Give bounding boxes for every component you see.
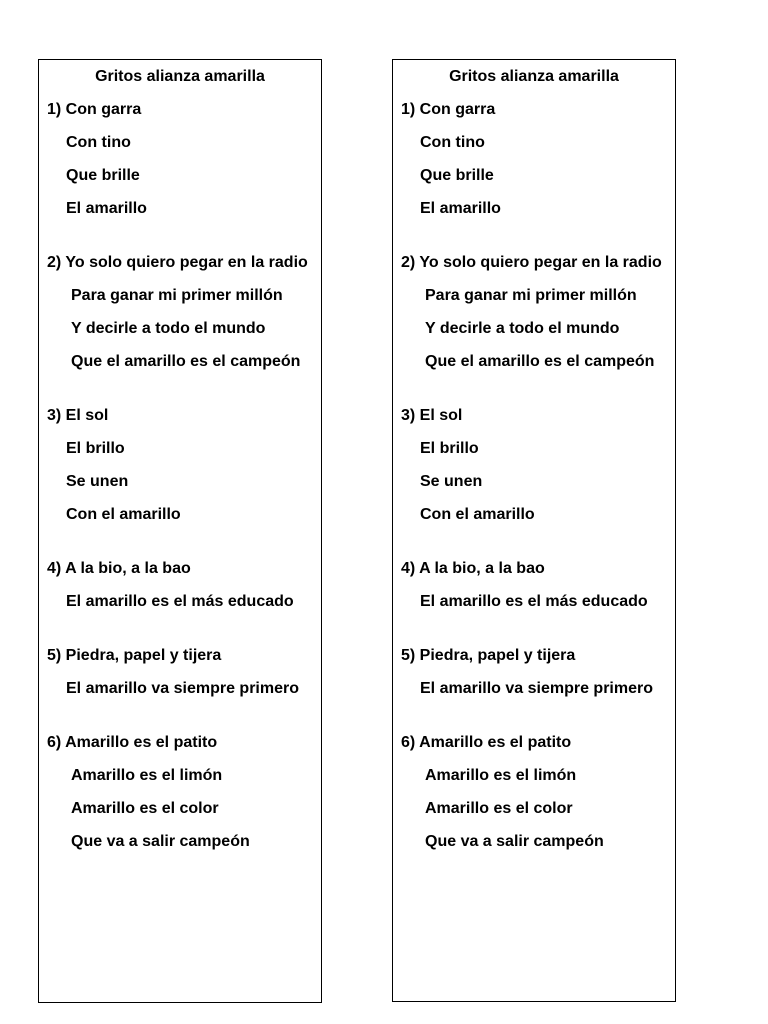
chant-5-line-2-text: El amarillo va siempre primero — [420, 680, 653, 697]
chant-2-line-1: 2) Yo solo quiero pegar en la radio — [401, 254, 662, 271]
chant-card-left — [38, 59, 322, 1003]
chant-3-line-1: 3) El sol — [47, 407, 109, 424]
chant-3-line-4: Con el amarillo — [66, 506, 181, 523]
chant-6-line-2: Amarillo es el limón — [425, 767, 577, 784]
chant-2-line-1: 2) Yo solo quiero pegar en la radio — [47, 254, 308, 271]
chant-3-line-4: Con el amarillo — [420, 506, 535, 523]
chant-3-line-3: Se unen — [420, 473, 483, 490]
chant-6-line-4: Que va a salir campeón — [425, 833, 604, 850]
chant-1-line-1: 1) Con garra — [47, 101, 142, 118]
chant-5-line-1: 5) Piedra, papel y tijera — [401, 647, 576, 664]
chant-3-line-1: 3) El sol — [401, 407, 463, 424]
chant-3-line-2: El brillo — [420, 440, 479, 457]
chant-5-line-1: 5) Piedra, papel y tijera — [47, 647, 222, 664]
chant-5-line-2 — [401, 677, 667, 700]
chant-4-line-2 — [401, 590, 667, 613]
chant-4-line-2-text: El amarillo es el más educado — [420, 593, 648, 610]
chant-2-line-4 — [47, 350, 313, 373]
chant-2-line-2: Para ganar mi primer millón — [71, 287, 283, 304]
chant-card-right — [392, 59, 676, 1002]
card-title: Gritos alianza amarilla — [449, 68, 619, 85]
card-title: Gritos alianza amarilla — [95, 68, 265, 85]
chant-4-line-1: 4) A la bio, a la bao — [47, 560, 191, 577]
chant-2-line-4-text: Que el amarillo es el campeón — [425, 353, 655, 370]
chant-5-line-2-text: El amarillo va siempre primero — [66, 680, 299, 697]
chant-2-line-4 — [401, 350, 667, 373]
chant-3-line-3: Se unen — [66, 473, 129, 490]
chant-1-line-3: Que brille — [420, 167, 494, 184]
chant-6-line-1: 6) Amarillo es el patito — [47, 734, 218, 751]
chant-1-line-4: El amarillo — [420, 200, 501, 217]
chant-4-line-2 — [47, 590, 313, 613]
chant-2-line-3: Y decirle a todo el mundo — [425, 320, 620, 337]
chant-4-line-2-text: El amarillo es el más educado — [66, 593, 294, 610]
chant-3-line-2: El brillo — [66, 440, 125, 457]
chant-6-line-3: Amarillo es el color — [425, 800, 573, 817]
chant-6-line-1: 6) Amarillo es el patito — [401, 734, 572, 751]
chant-4-line-1: 4) A la bio, a la bao — [401, 560, 545, 577]
chant-2-line-3: Y decirle a todo el mundo — [71, 320, 266, 337]
chant-1-line-2: Con tino — [420, 134, 485, 151]
chant-6-line-4: Que va a salir campeón — [71, 833, 250, 850]
chant-2-line-4-text: Que el amarillo es el campeón — [71, 353, 301, 370]
chant-5-line-2 — [47, 677, 313, 700]
chant-1-line-3: Que brille — [66, 167, 140, 184]
chant-6-line-3: Amarillo es el color — [71, 800, 219, 817]
chant-1-line-4: El amarillo — [66, 200, 147, 217]
chant-6-line-2: Amarillo es el limón — [71, 767, 223, 784]
chant-1-line-2: Con tino — [66, 134, 131, 151]
chant-2-line-2: Para ganar mi primer millón — [425, 287, 637, 304]
chant-1-line-1: 1) Con garra — [401, 101, 496, 118]
